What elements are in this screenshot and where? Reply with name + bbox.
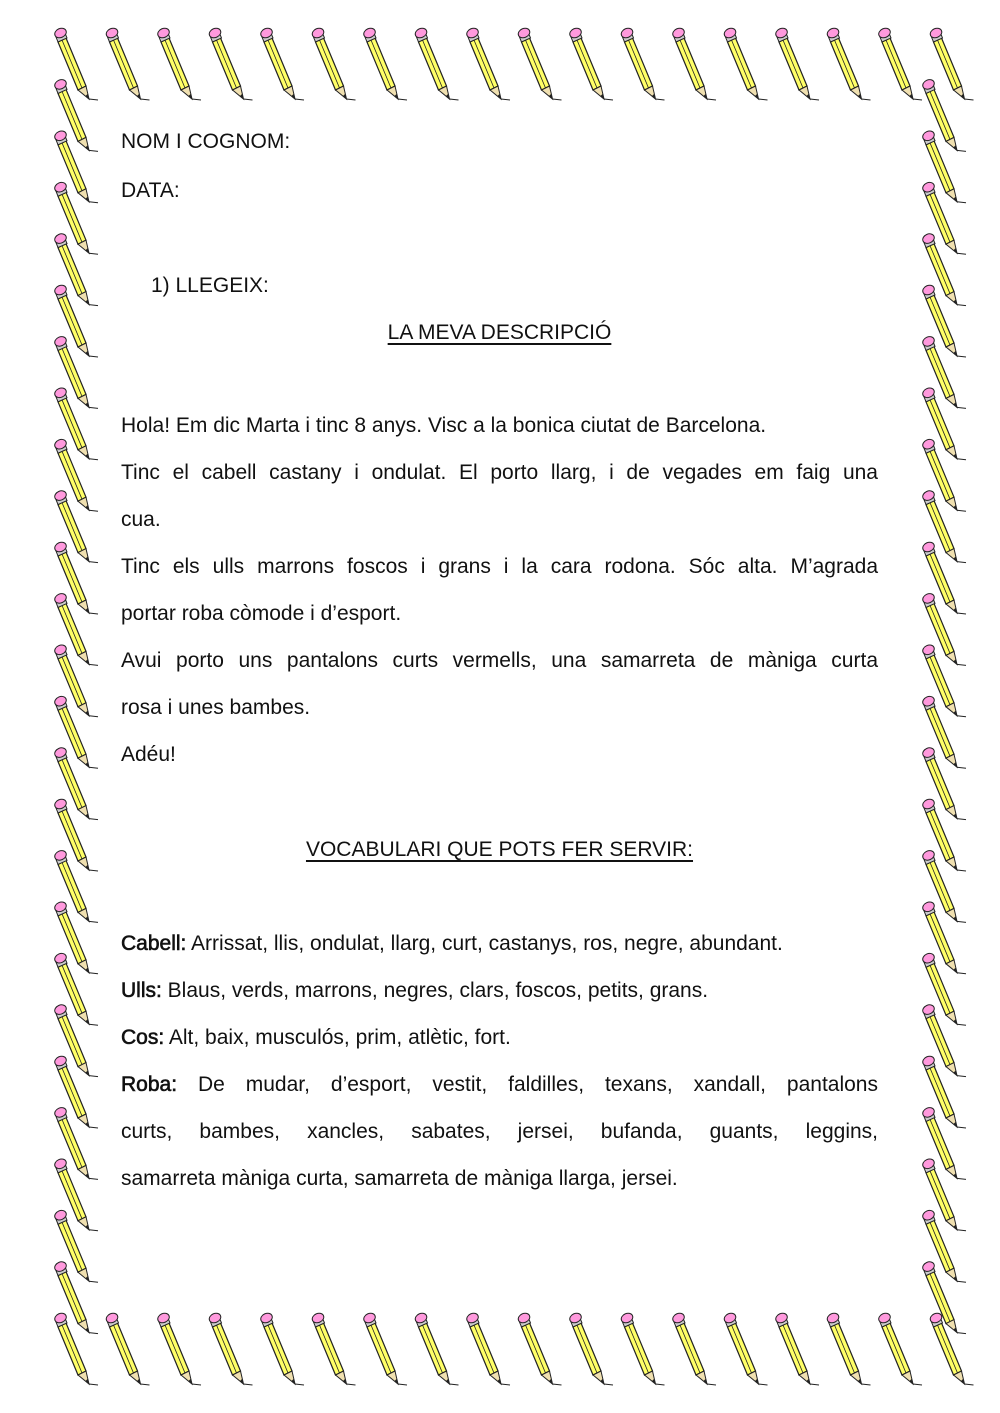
pencil-icon	[311, 26, 356, 100]
reading-line: Adéu!	[121, 743, 176, 766]
name-label: NOM I COGNOM:	[121, 130, 291, 153]
exercise-instruction: 1) LLEGEIX:	[151, 274, 269, 297]
pencil-icon	[826, 26, 871, 100]
pencil-icon	[929, 26, 974, 100]
reading-line: Tinc el cabell castany i ondulat. El porto llarg, i de vegades em faig una	[121, 461, 878, 484]
pencil-icon	[826, 1311, 871, 1385]
pencil-icon	[311, 1311, 356, 1385]
vocab-ulls-label: Ulls:	[121, 979, 162, 1002]
vocab-ulls	[121, 979, 878, 1003]
pencil-icon	[620, 1311, 665, 1385]
pencil-icon	[465, 26, 510, 100]
reading-line: Hola! Em dic Marta i tinc 8 anys. Visc a la bonica ciutat de Barcelona.	[121, 414, 767, 437]
vocab-cos-text: Alt, baix, musculós, prim, atlètic, fort.	[164, 1026, 511, 1049]
pencil-icon	[414, 1311, 459, 1385]
pencil-icon	[156, 26, 201, 100]
pencil-icon	[671, 26, 716, 100]
vocabulary-title-text: VOCABULARI QUE POTS FER SERVIR:	[305, 838, 694, 861]
pencil-icon	[774, 26, 819, 100]
vocab-roba-label: Roba:	[121, 1073, 178, 1096]
pencil-icon	[208, 26, 253, 100]
vocab-roba-text: De mudar, d’esport, vestit, faldilles, texans, xandall, pantalons	[177, 1073, 878, 1096]
pencil-icon	[517, 26, 562, 100]
vocab-roba	[121, 1073, 878, 1097]
vocab-roba-line: curts, bambes, xancles, sabates, jersei, bufanda, guants, leggins,	[121, 1120, 878, 1143]
pencil-icon	[414, 26, 459, 100]
pencil-icon	[620, 26, 665, 100]
pencil-icon	[517, 1311, 562, 1385]
pencil-icon	[723, 1311, 768, 1385]
pencil-icon	[568, 1311, 613, 1385]
pencil-icon	[105, 26, 150, 100]
pencil-icon	[921, 1260, 966, 1334]
pencil-icon	[877, 26, 922, 100]
pencil-icon	[156, 1311, 201, 1385]
vocab-cabell	[121, 932, 878, 956]
vocab-cabell-label: Cabell:	[121, 932, 187, 955]
pencil-icon	[671, 1311, 716, 1385]
vocab-cos	[121, 1026, 878, 1050]
pencil-icon	[723, 26, 768, 100]
reading-line: rosa i unes bambes.	[121, 696, 311, 719]
vocab-ulls-text: Blaus, verds, marrons, negres, clars, foscos, petits, grans.	[161, 979, 709, 1002]
pencil-icon	[877, 1311, 922, 1385]
date-label: DATA:	[121, 179, 180, 202]
vocab-cos-label: Cos:	[121, 1026, 165, 1049]
pencil-icon	[259, 26, 304, 100]
pencil-icon	[208, 1311, 253, 1385]
reading-title-text: LA MEVA DESCRIPCIÓ	[387, 321, 612, 344]
pencil-icon	[465, 1311, 510, 1385]
vocabulary-title	[121, 838, 878, 862]
reading-line: Tinc els ulls marrons foscos i grans i la cara rodona. Sóc alta. M’agrada	[121, 555, 878, 578]
pencil-icon	[774, 1311, 819, 1385]
reading-title	[121, 321, 878, 345]
reading-line: portar roba còmode i d’esport.	[121, 602, 402, 625]
pencil-icon	[105, 1311, 150, 1385]
vocab-roba-line: samarreta màniga curta, samarreta de màniga llarga, jersei.	[121, 1167, 678, 1190]
reading-line: cua.	[121, 508, 161, 531]
pencil-icon	[362, 26, 407, 100]
pencil-icon	[259, 1311, 304, 1385]
pencil-icon	[568, 26, 613, 100]
reading-line: Avui porto uns pantalons curts vermells, una samarreta de màniga curta	[121, 649, 878, 672]
vocab-cabell-text: Arrissat, llis, ondulat, llarg, curt, castanys, ros, negre, abundant.	[186, 932, 783, 955]
pencil-icon	[362, 1311, 407, 1385]
pencil-icon	[53, 1311, 98, 1385]
